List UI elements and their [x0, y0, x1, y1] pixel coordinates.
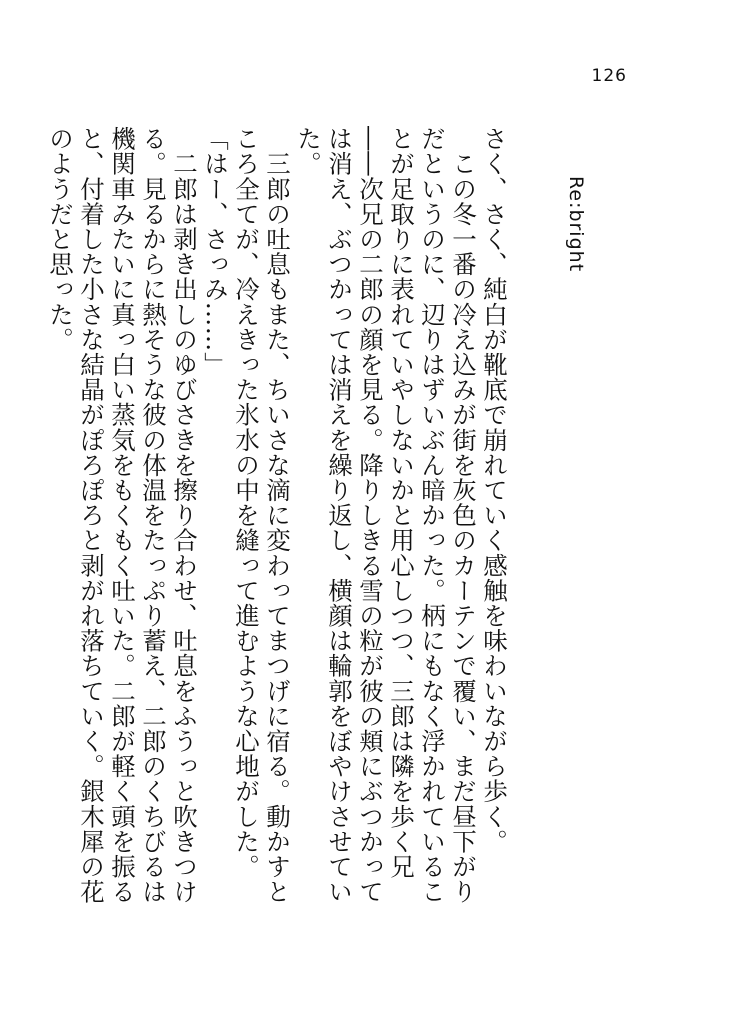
body-text — [46, 126, 510, 916]
paragraph-3: 三郎の吐息もまた、ちいさな滴に変わってまつげに宿る。動かすところ全てが、冷えきった氷水の中を縫って進むような心地がした。 — [232, 126, 292, 905]
paragraph-4: 「はー、さっみ……」 — [201, 126, 230, 377]
paragraph-2: この冬一番の冷え込みが街を灰色のカーテンで覆い、まだ昼下がりだというのに、辺りはずいぶん暗かった。柄にもなく浮かれていることが足取りに表れていやしないかと用心しつつ、三郎は隣を歩く兄――次兄の二郎の顔を見る。降りしきる雪の粒が彼の頬にぶつかっては消え、ぶつかっては消えを繰り返し、横顔は輪郭をぼやけさせていた。 — [294, 126, 478, 905]
running-title: Re:bright — [565, 176, 587, 273]
page-number: 126 — [591, 66, 627, 86]
paragraph-1: さく、さく、純白が靴底で崩れていく感触を味わいながら歩く。 — [480, 126, 509, 854]
paragraph-5: 二郎は剥き出しのゆびさきを擦り合わせ、吐息をふうっと吹きつける。見るからに熱そうな彼の体温をたっぷり蓄え、二郎のくちびるは機関車みたいに真っ白い蒸気をもくもく吐いた。二郎が軽く頭を振ると、付着した小さな結晶がぽろぽろと剥がれ落ちていく。銀木犀の花のようだと思った。 — [46, 126, 199, 905]
